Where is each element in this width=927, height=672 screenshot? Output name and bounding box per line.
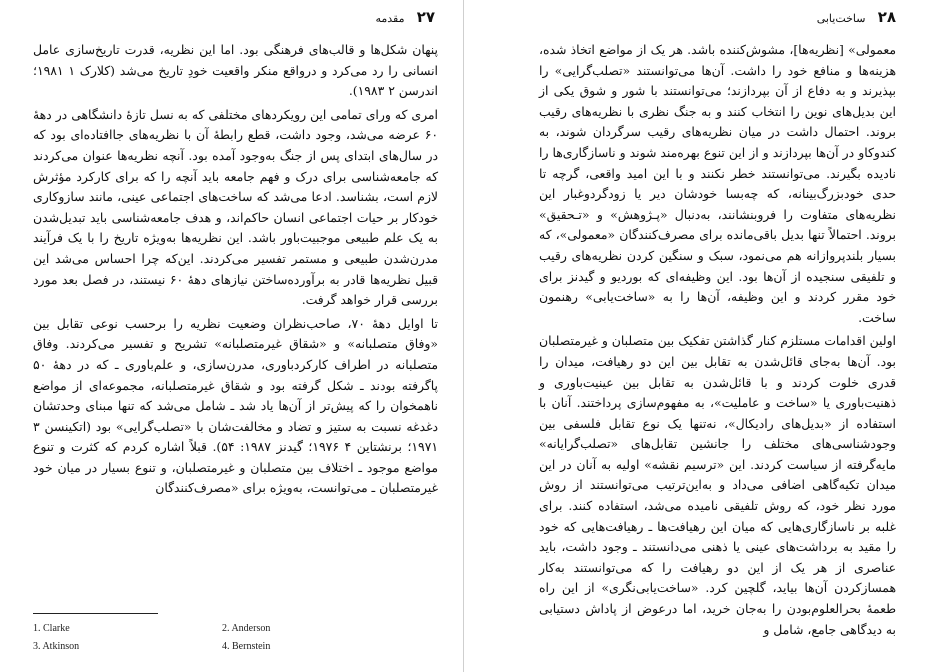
footnote: 4. Bernstein	[222, 641, 271, 652]
right-page	[464, 0, 927, 672]
footnote: 2. Anderson	[222, 623, 271, 634]
page-number: ۲۸	[877, 8, 896, 26]
left-page	[0, 0, 463, 672]
running-title: مقدمه	[375, 12, 405, 25]
footnote: 1. Clarke	[33, 623, 70, 634]
footnote: 3. Atkinson	[33, 641, 80, 652]
paragraph: معمولی» [نظریه‌ها]، مشوش‌کننده باشد. هر یک از مواضع اتخاذ شده، هزینه‌ها و منافع خود را داشت. آن‌ها می‌توانستند «تصلب‌گرایی» را بپذیرند و به دفاع از آن بپردازند؛ می‌توانستند با شور و شوق یکی از این بدیل‌های نوین را انتخاب کنند و به جنگ نظری با نظریه‌های رقیب بروند. احتمال داشت در میان نظریه‌های رقیب سرگردان شوند، به کندوکاو در آن‌ها بپردازند و از این تنوع بهره‌مند شوند و ناسازگاری‌ها را نادیده بگیرند. می‌توانستند خطر نکنند و با این امید واقعی، گرچه تا حدی خودبزرگ‌بینانه، که چه‌بسا خودشان دیر یا زودگردوغبار این نظریه‌های متفاوت را فرو‌بنشانند، به‌دنبال «پـژوهش» و «تـحقیق» بروند. احتمالاً تنها بدیل باقی‌مانده برای مصرف‌کنندگان «معمولی»، که بسیار بلندپروازانه هم می‌نمود، سبک و سنگین کردن نظریه‌های رقیب و تلفیقی سنجیده از آن‌ها بود. این وظیفه‌ای که بوردیو و گیدنز برای خود مقرر کردند و این وظیفه، آن‌ها را به «ساخت‌یابی» رهنمون ساخت.	[539, 42, 896, 325]
paragraph: اولین اقدامات مستلزم کنار گذاشتن تفکیک بین متصلبان و غیرمتصلبان بود. آن‌ها به‌جای قائل‌شدن به تقابل بین این دو رهیافت، میدان را قدری خلوت کردند و با قائل‌شدن به تقابل بین عینیت‌باوری و ذهنیت‌باوری یا «ساخت و عاملیت»، به مفهوم‌سازی پرداختند. آنان با استفاده از «بدیل‌های رادیکال»، نه‌تنها یک نوع تقابل فلسفی بین وجودشناسی‌های مختلف را جانشین تقابل‌های «تصلب‌گرایانه» مایه‌گرفته از سیاست کردند. این «ترسیم نقشه» اولیه به آنان در این میدان تکیه‌گاهی اضافی می‌داد و به‌این‌ترتیب می‌توانستند از روش مورد نظر خود، که روش تلفیقی نامیده می‌شد، استفاده کنند. برای غلبه بر ناسازگاری‌هایی که میان این رهیافت‌ها ـ رهیافت‌هایی که خود را مقید به برداشت‌های عینی یا ذهنی می‌دانستند ـ وجود داشت، باید عناصری از هر یک از این دو رهیافت را که می‌توانستند به‌کار همسازکردن آن‌ها بیاید، گلچین کرد. «ساخت‌یابی‌نگری» از این راه طعمهٔ بحرالعلوم‌بودن را به‌جان خرید، اما درعوض از پاداش دستیابی به دیدگاهی جامع، شامل و	[539, 333, 896, 637]
left-page-body	[33, 40, 438, 499]
paragraph: پنهان شکل‌ها و قالب‌های فرهنگی بود. اما این نظریه، قدرت تاریخ‌سازی عامل انسانی را رد می‌کرد و درواقع منکر واقعیت خودِ تاریخ می‌شد (کلارک ۱ ۱۹۸۱؛ اندرسن ۲ ۱۹۸۳).	[33, 42, 438, 99]
right-page-header	[484, 8, 896, 26]
left-page-header	[30, 8, 435, 26]
right-page-body	[539, 40, 896, 640]
paragraph: امری که ورای تمامی این رویکردهای مختلفی که به نسل تازهٔ دانشگاهی در دههٔ ۶۰ عرضه می‌شد، وجود داشت، قطع رابطهٔ آن با نظریه‌های جاافتاده‌ای بود که در سال‌های ابتدای پس از جنگ به‌وجود آمده بود. آنچه نظریه‌ها عنوان می‌کردند که جامعه‌شناسی برای درک و فهم جامعه باید آنچه را که برای کارکرد مؤثرش لازم است، بشناسد. ادعا می‌شد که ساخت‌های اجتماعی عینی، مانند سازوکاری خودکار بر حیات اجتماعی انسان حاکم‌اند، و هدف جامعه‌شناسی باید تبدیل‌شدن به یک علم طبیعی موجبیت‌باور باشد. این نظریه‌ها به‌ویژه تاریخ را با یک فرآیند مدرن‌شدن طبیعی و مستمر تفسیر می‌کردند. این‌که چرا احساس می‌شد این قبیل نظریه‌ها قادر به برآورده‌ساختن نیازهای دههٔ ۶۰ نیستند، در فصل بعد مورد بررسی قرار خواهد گرفت.	[33, 106, 439, 308]
paragraph: تا اوایل دههٔ ۷۰، صاحب‌نظران وضعیت نظریه را برحسب نوعی تقابل بین «وفاق متصلبانه» و «شقاق غیرمتصلبانه» تشریح و تفسیر می‌کردند. وفاق متصلبانه در اطراف کارکردباوری، مدرن‌سازی، و علم‌باوری ـ که در دههٔ ۵۰ پاگرفته بودند ـ شکل گرفته بود و شقاق غیرمتصلبانه، مجموعه‌ای از مواضع ناهمخوان را که پیش‌تر از آن‌ها یاد شد ـ شامل می‌شد که تنها مبنای وحدتشان دغدغه نسبت به ستیز و تضاد و مخالفت‌شان با «تصلب‌گرایی» بود (اتکینسن ۳ ۱۹۷۱؛ برنشتاین ۴ ۱۹۷۶؛ گیدنز ۱۹۸۷: ۵۴). قبلاً اشاره کردم که کثرت و تنوع مواضع موجود ـ اختلاف بین متصلبان و غیرمتصلبان، و تنوع بسیار در میان خود غیرمتصلبان ـ می‌توانست، به‌ویژه برای «مصرف‌کنندگان	[33, 315, 439, 496]
running-title: ساخت‌یابی	[816, 12, 866, 25]
footnote-rule	[33, 613, 158, 614]
page-number: ۲۷	[416, 8, 435, 26]
